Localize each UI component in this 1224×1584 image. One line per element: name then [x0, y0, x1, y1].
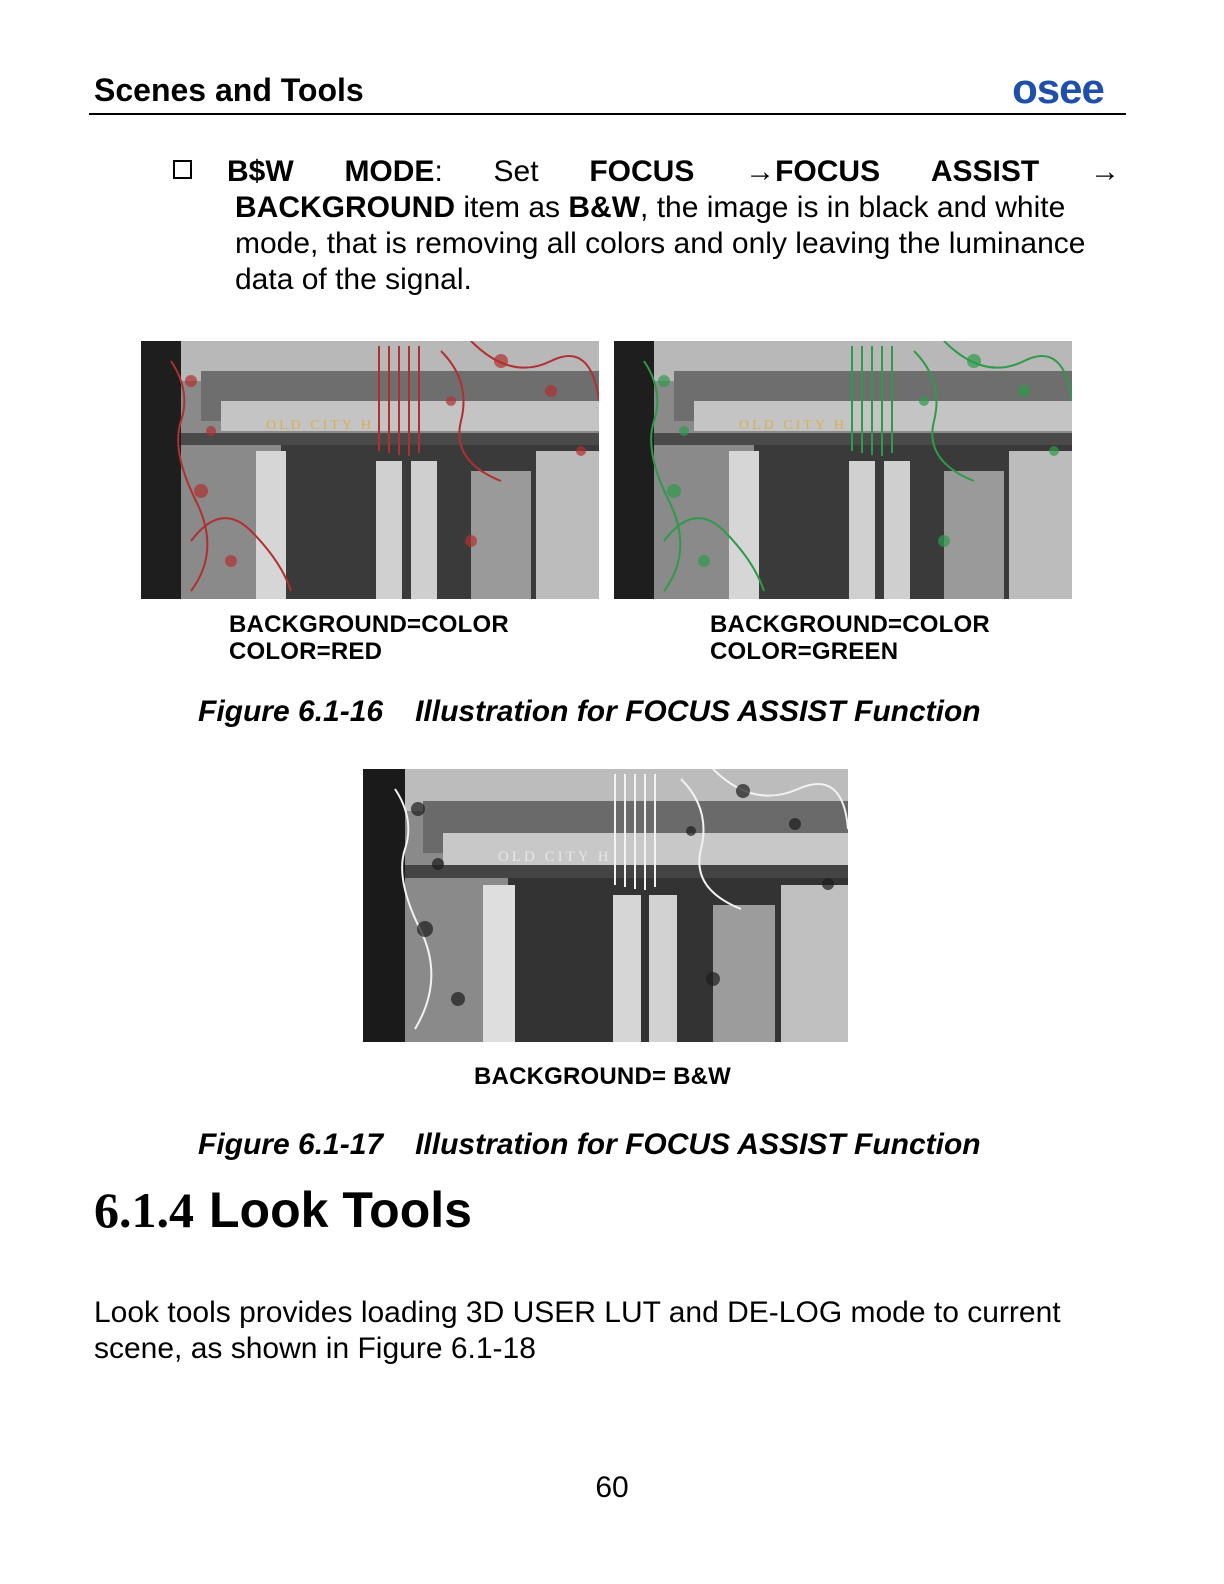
colon: : [434, 155, 443, 188]
osee-logo [994, 70, 1122, 108]
figure17-label: BACKGROUND= B&W [474, 1063, 731, 1090]
bullet-line-2 [235, 190, 1120, 226]
bullet-checkbox-icon [173, 160, 192, 179]
figure16-caption-number: Figure 6.1-16 [198, 695, 384, 728]
figure17-caption [198, 1127, 981, 1163]
photo-focus-assist-bw [363, 769, 848, 1042]
figure17-caption-text: Illustration for FOCUS ASSIST Function [415, 1128, 981, 1161]
photo-focus-assist-green [614, 341, 1072, 599]
bullet-line-4: data of the signal. [235, 263, 472, 296]
svg-text:OLD CITY H: OLD CITY H [266, 418, 375, 433]
figure16-right-label-2: COLOR=GREEN [710, 638, 899, 665]
section-body-paragraph: Look tools provides loading 3D USER LUT and DE-LOG mode to current scene, as shown in Figure 6.1-18 [94, 1296, 1061, 1365]
figure16-left-label-1: BACKGROUND=COLOR [229, 611, 509, 638]
term-bw-value: B&W [568, 191, 641, 224]
svg-text:OLD CITY H: OLD CITY H [739, 418, 848, 433]
figure17-caption-number: Figure 6.1-17 [198, 1128, 384, 1161]
photo-focus-assist-red [141, 341, 599, 599]
figure16-caption-text: Illustration for FOCUS ASSIST Function [415, 695, 981, 728]
bullet-line-1 [227, 154, 1120, 190]
bullet-line-3: mode, that is removing all colors and only leaving the luminance [235, 227, 1086, 260]
bullet-text-span: item as [455, 191, 569, 224]
page-number: 60 [595, 1471, 629, 1504]
term-bw: B$W [227, 155, 294, 188]
term-focus: FOCUS [589, 155, 695, 188]
term-mode: MODE [344, 155, 435, 188]
svg-text:OLD CITY H: OLD CITY H [498, 849, 612, 865]
bullet-text-span: , the image is in black and white [640, 191, 1066, 224]
section-title: Look Tools [209, 1182, 472, 1238]
header-rule [89, 113, 1126, 115]
term-background: BACKGROUND [235, 191, 455, 224]
term-assist: ASSIST [930, 155, 1040, 188]
word-set: Set [493, 155, 539, 188]
term-focus-2: →FOCUS [745, 155, 881, 188]
figure16-right-label-1: BACKGROUND=COLOR [710, 611, 990, 638]
figure16-left-label-2: COLOR=RED [229, 638, 383, 665]
running-header-title: Scenes and Tools [94, 72, 364, 108]
svg-text:osee: osee [1012, 70, 1104, 108]
section-number: 6.1.4 [94, 1182, 194, 1238]
figure16-caption [198, 694, 981, 730]
arrow-right-icon: → [1090, 155, 1120, 188]
